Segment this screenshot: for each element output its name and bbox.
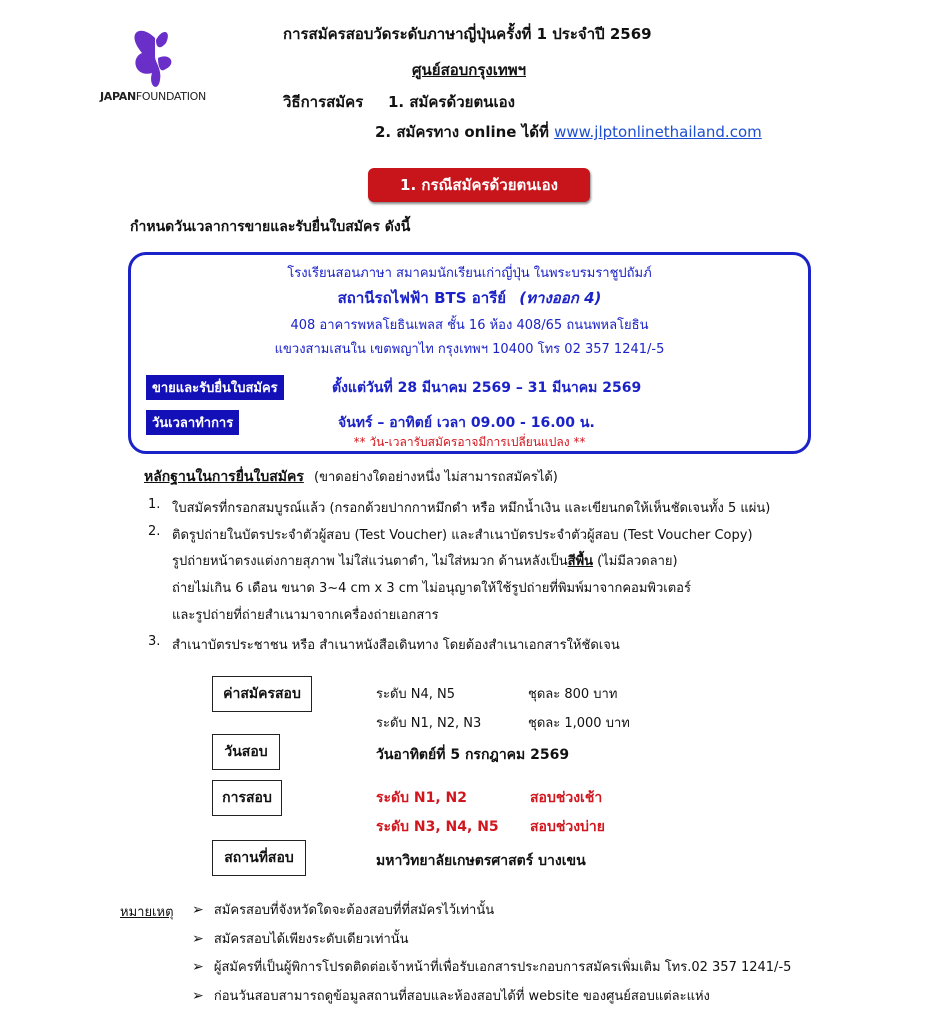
exam-place-value: มหาวิทยาลัยเกษตรศาสตร์ บางเขน (376, 853, 586, 869)
fee-label-box: ค่าสมัครสอบ (212, 676, 312, 712)
venue-line3: 408 อาคารพหลโยธินเพลส ชั้น 16 ห้อง 408/65 ถนนพหลโยธิน (290, 318, 649, 333)
remark-item: ➢ ผู้สมัครที่เป็นผู้พิการโปรดติดต่อเจ้าหน้าที่เพื่อรับเอกสารประกอบการสมัครเพิ่มเติม โทร.02 357 1241/-5 (192, 959, 792, 975)
intro-text: กำหนดวันเวลาการขายและรับยื่นใบสมัคร ดังนี้ (130, 219, 411, 235)
exam-center-title: ศูนย์สอบกรุงเทพฯ (412, 61, 527, 79)
sale-period-tag: ขายและรับยื่นใบสมัคร (146, 375, 284, 400)
req-2-line3: ถ่ายไม่เกิน 6 เดือน ขนาด 3~4 cm x 3 cm ไม่อนุญาตให้ใช้รูปถ่ายที่พิมพ์มาจากคอมพิวเตอร์ (172, 581, 691, 596)
venue-line2: สถานีรถไฟฟ้า BTS อารีย์ (ทางออก 4) (337, 289, 602, 307)
arrow-bullet-icon: ➢ (192, 902, 204, 918)
sale-period-dates: ตั้งแต่วันที่ 28 มีนาคม 2569 – 31 มีนาคม 2569 (332, 380, 642, 396)
req-2-line4: และรูปถ่ายที่ถ่ายสำเนามาจากเครื่องถ่ายเอกสาร (172, 608, 439, 623)
req-3-number: 3. (148, 634, 161, 649)
venue-line1: โรงเรียนสอนภาษา สมาคมนักเรียนเก่าญี่ปุ่น ในพระบรมราชูปถัมภ์ (287, 266, 652, 281)
exam-date-value: วันอาทิตย์ที่ 5 กรกฎาคม 2569 (376, 747, 570, 763)
arrow-bullet-icon: ➢ (192, 959, 204, 975)
arrow-bullet-icon: ➢ (192, 988, 204, 1004)
fee-row2-level: ระดับ N1, N2, N3 (376, 716, 482, 731)
page-title: การสมัครสอบวัดระดับภาษาญี่ปุ่นครั้งที่ 1 ประจำปี 2569 (283, 25, 652, 43)
req-3-text: สำเนาบัตรประชาชน หรือ สำเนาหนังสือเดินทาง โดยต้องสำเนาเอกสารให้ชัดเจน (172, 638, 620, 653)
venue-line4: แขวงสามเสนใน เขตพญาไท กรุงเทพฯ 10400 โทร 02 357 1241/-5 (274, 342, 665, 357)
req-2-line2: รูปถ่ายหน้าตรงแต่งกายสุภาพ ไม่ใส่แว่นตาดำ, ไม่ใส่หมวก ด้านหลังเป็นสีพื้น (ไม่มีลวดลาย) (172, 554, 678, 569)
session-row1-time: สอบช่วงเช้า (530, 790, 603, 806)
req-1-number: 1. (148, 497, 161, 512)
fee-row2-price: ชุดละ 1,000 บาท (528, 716, 630, 731)
method-label: วิธีการสมัคร (283, 93, 364, 111)
exam-session-label-box: การสอบ (212, 780, 282, 816)
exam-place-label-box: สถานที่สอบ (212, 840, 306, 876)
session-row2-time: สอบช่วงบ่าย (530, 819, 605, 835)
schedule-change-note: ** วัน-เวลารับสมัครอาจมีการเปลี่ยนแปลง ** (353, 435, 586, 449)
fee-row1-price: ชุดละ 800 บาท (528, 687, 618, 702)
arrow-bullet-icon: ➢ (192, 931, 204, 947)
method-1: 1. สมัครด้วยตนเอง (388, 93, 515, 111)
req-2-number: 2. (148, 524, 161, 539)
session-row2-level: ระดับ N3, N4, N5 (376, 819, 499, 835)
office-hours-tag: วันเวลาทำการ (146, 410, 239, 435)
exam-date-label-box: วันสอบ (212, 734, 280, 770)
registration-link[interactable]: www.jlptonlinethailand.com (554, 123, 762, 141)
requirements-heading: หลักฐานในการยื่นใบสมัคร (ขาดอย่างใดอย่างหนึ่ง ไม่สามารถสมัครได้) (144, 469, 558, 485)
section-heading-pill: 1. กรณีสมัครด้วยตนเอง (368, 168, 590, 202)
office-hours: จันทร์ – อาทิตย์ เวลา 09.00 - 16.00 น. (338, 415, 595, 431)
remark-item: ➢ สมัครสอบได้เพียงระดับเดียวเท่านั้น (192, 931, 409, 947)
remark-item: ➢ ก่อนวันสอบสามารถดูข้อมูลสถานที่สอบและห้องสอบได้ที่ website ของศูนย์สอบแต่ละแห่ง (192, 988, 710, 1004)
remarks-label: หมายเหตุ (120, 905, 174, 920)
remark-item: ➢ สมัครสอบที่จังหวัดใดจะต้องสอบที่ที่สมัครไว้เท่านั้น (192, 902, 495, 918)
session-row1-level: ระดับ N1, N2 (376, 790, 467, 806)
req-2-line1: ติดรูปถ่ายในบัตรประจำตัวผู้สอบ (Test Voucher) และสำเนาบัตรประจำตัวผู้สอบ (Test Voucher Copy) (172, 528, 753, 543)
method-2: 2. สมัครทาง online ได้ที่ www.jlptonlinethailand.com (375, 123, 762, 141)
logo-wordmark: JAPANFOUNDATION (100, 90, 206, 103)
req-1-text: ใบสมัครที่กรอกสมบูรณ์แล้ว (กรอกด้วยปากกาหมึกดำ หรือ หมึกน้ำเงิน และเขียนกดให้เห็นชัดเจนทั้ง 5 แผ่น) (172, 501, 771, 516)
fee-row1-level: ระดับ N4, N5 (376, 687, 456, 702)
